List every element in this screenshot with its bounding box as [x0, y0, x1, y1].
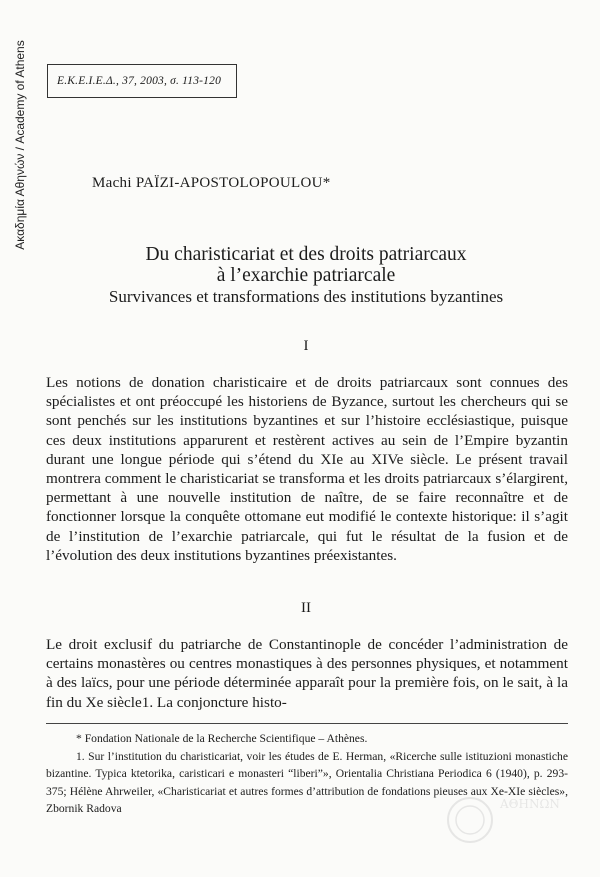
journal-citation: Ε.Κ.Ε.Ι.Ε.Δ., 37, 2003, σ. 113-120 [47, 64, 237, 98]
academy-side-label [8, 40, 32, 250]
author-name: Machi PAÏZI-APOSTOLOPOULOU* [92, 175, 331, 191]
section-numeral-1: I [303, 338, 309, 354]
section-numeral-2: II [301, 600, 311, 616]
article-title-line-1: Du charisticariat et des droits patriarcaux [145, 244, 467, 265]
article-title-line-2: à l’exarchie patriarcale [216, 265, 396, 286]
footnote-divider [46, 723, 568, 724]
footnote-affiliation: * Fondation Nationale de la Recherche Scientifique – Athènes. [76, 732, 368, 745]
academy-side-label-text: Ακαδημία Αθηνών / Academy of Athens [13, 40, 27, 250]
watermark-text: ΑΘΗΝΩΝ [500, 797, 560, 811]
section-2-paragraph: Le droit exclusif du patriarche de Constantinople de concéder l’administration de certains monastères ou centres monastiques à des personnes physiques, et notamment à des laïcs, pour une période déterminée apparaît pour la première fois, on le sait, à la fin du Xe siècle1. La conjoncture histo- [46, 636, 568, 711]
article-subtitle: Survivances et transformations des institutions byzantines [108, 287, 504, 306]
section-1-paragraph: Les notions de donation charisticaire et de droits patriarcaux sont connues des spécialistes et ont préoccupé les historiens de Byzance, surtout les chercheurs qui se sont penchés sur les institutions byzantines et sur l’histoire ecclésiastique, puisque ces deux institutions apparurent et restèrent actives au sein de l’Empire byzantin durant une longue période qui s’étend du XIe au XIVe siècle. Le présent travail montrera comment le charisticariat se transforma et les droits patriarcaux s’élargirent, permettant à une nouvelle institution de naître, de se faire reconnaître et de fonctionner lorsque la conquête ottomane eut modifié le contexte historique: il s’agit de l’institution de l’exarchie patriarcale, qui fut le résultat de la fusion et de l’évolution des deux institutions byzantines préexistantes. [46, 374, 568, 564]
academy-seal-watermark [440, 780, 600, 850]
footnote-1: 1. Sur l’institution du charisticariat, voir les études de E. Herman, «Ricerche sulle istituzioni monastiche bizantine. Typica ktetorika, caristicari e monasteri “liberi”», Orientalia Christiana Periodica 6 (1940), p. 293-375; Hélène Ahrweiler, «Charisticariat et autres formes d’attribution de fondations pieuses aux Xe-XIe siècles», Zbornik Radova [46, 749, 568, 816]
